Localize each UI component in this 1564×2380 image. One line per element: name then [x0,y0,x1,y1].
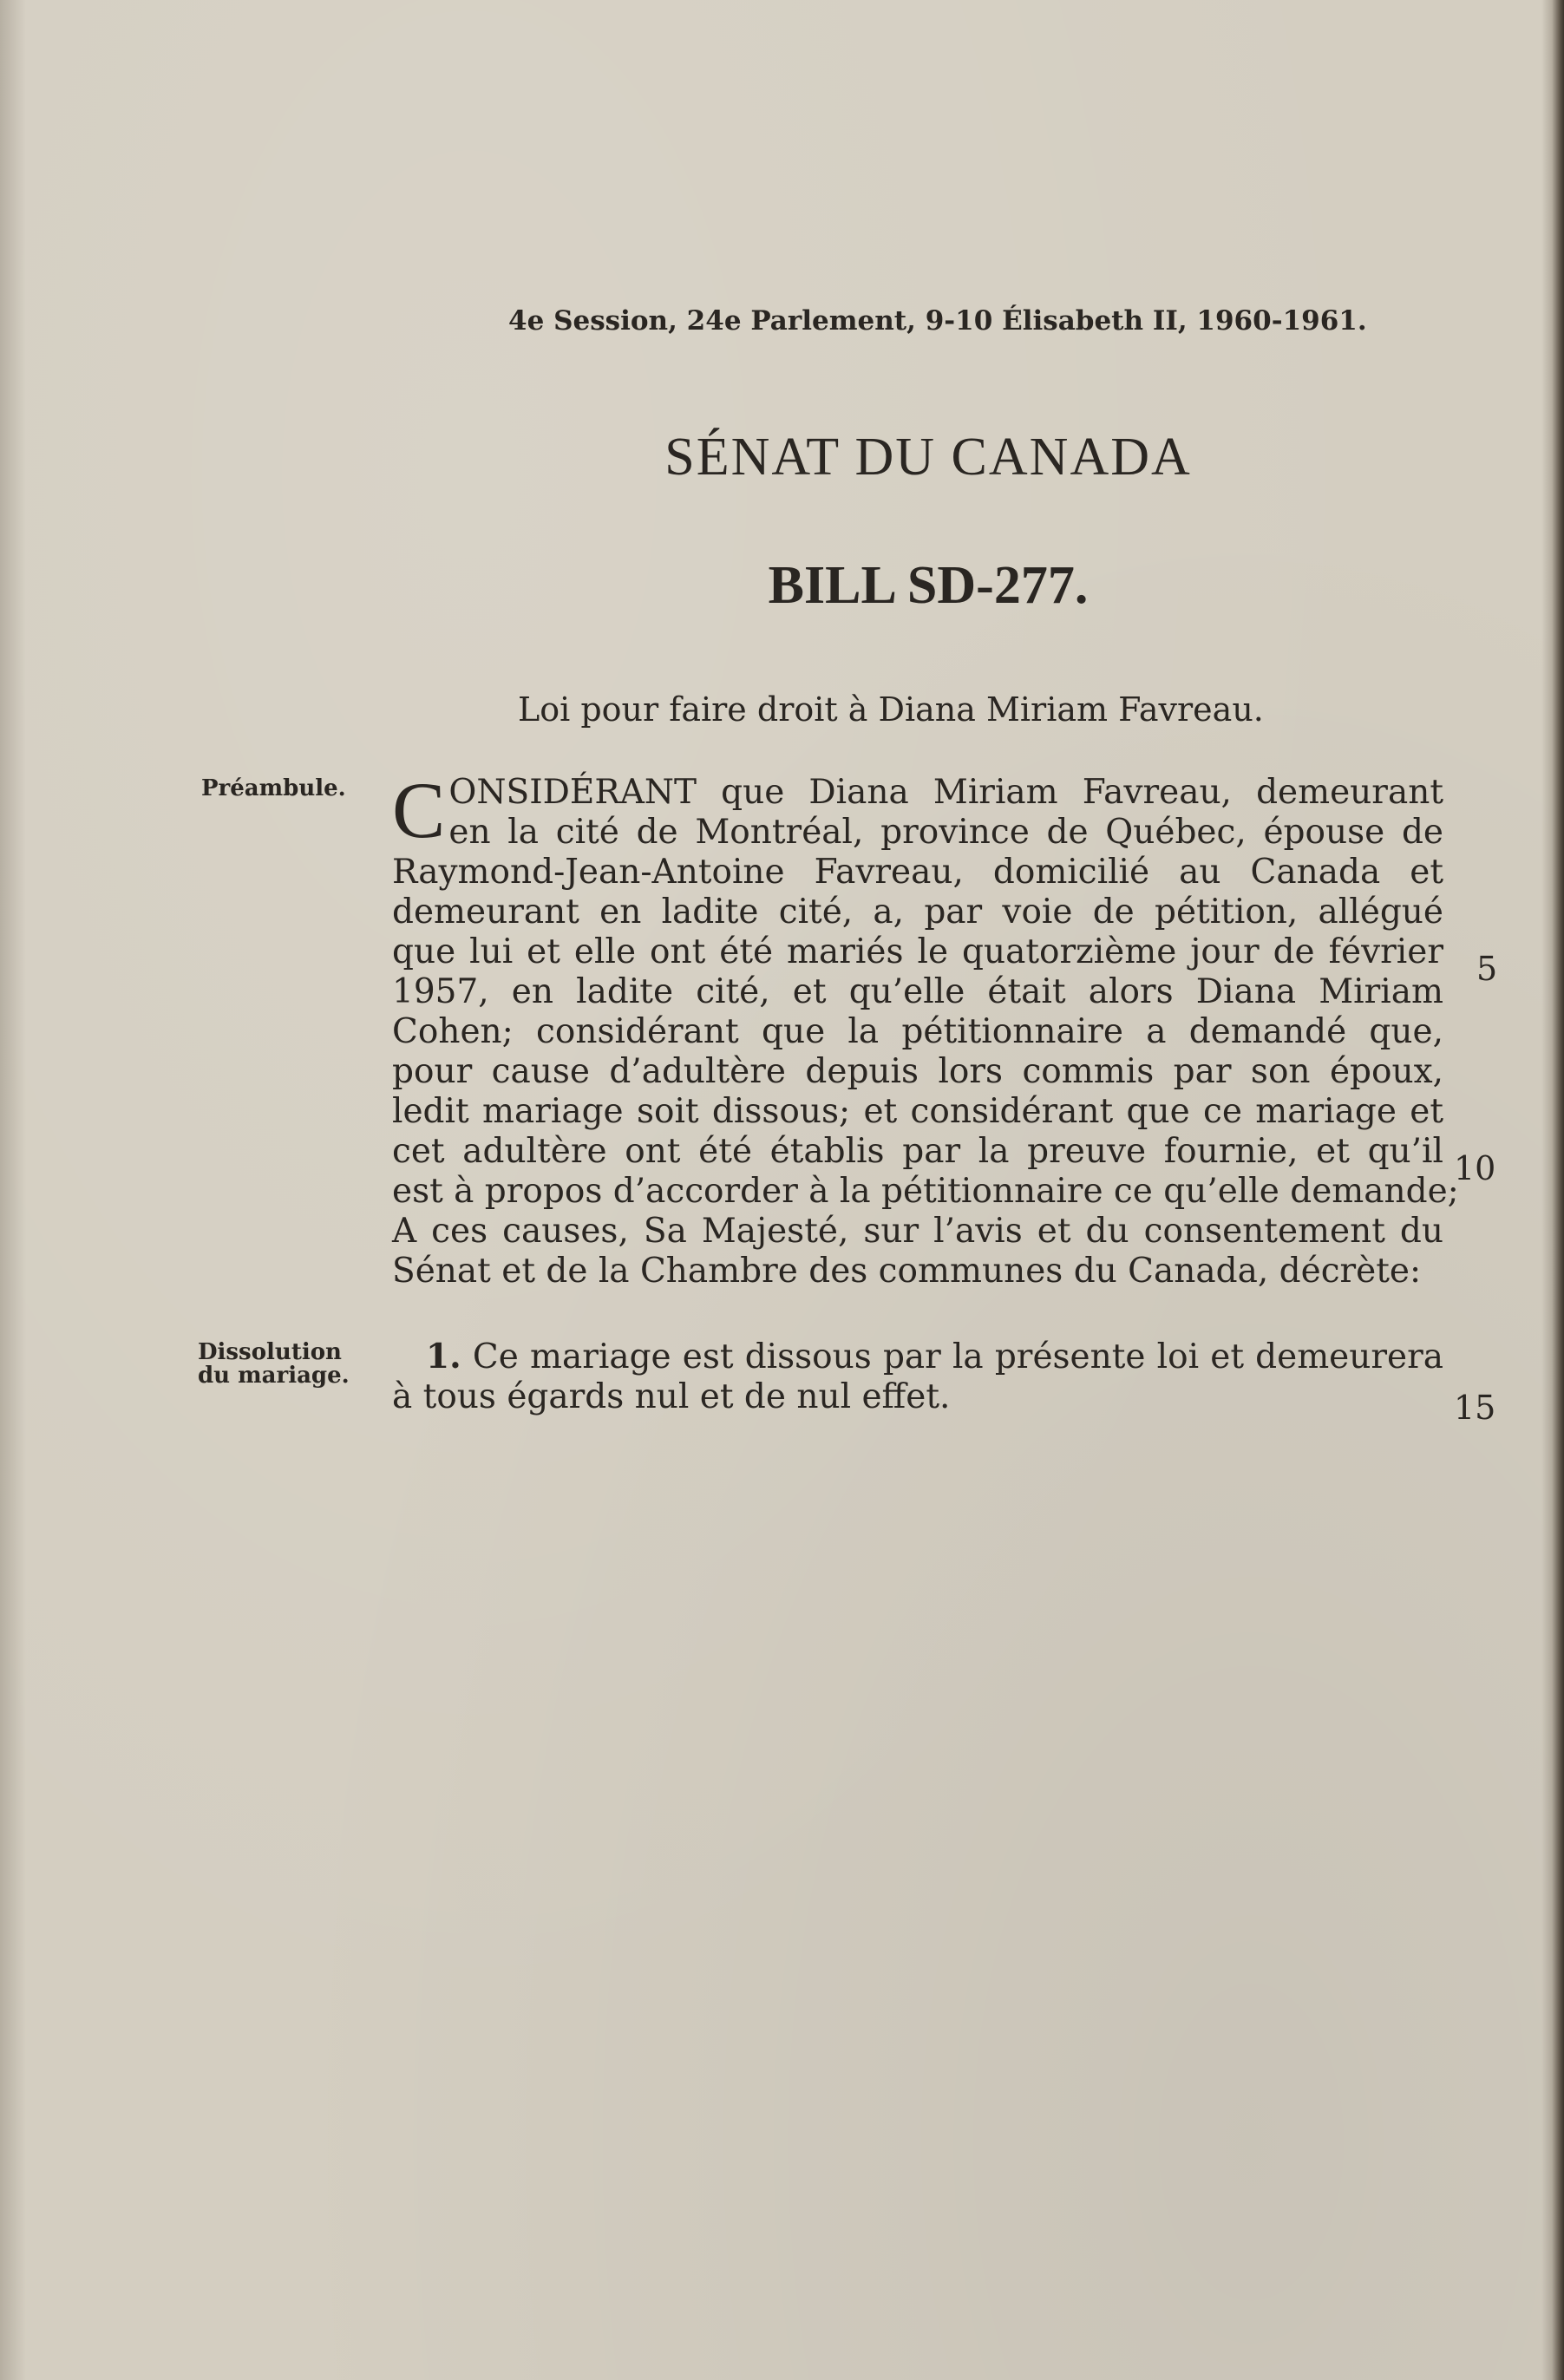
chamber-title: SÉNAT DU CANADA [664,428,1192,487]
preamble-text [392,766,1459,1291]
bill-short-title: Loi pour faire droit à Diana Miriam Favreau. [518,690,1264,729]
clause-1-line1-text: Ce mariage est dissous par la présente loi et demeurera [472,1337,1443,1376]
page-right-edge [1541,0,1564,2380]
margin-note-dissolution [198,1341,350,1388]
preamble-line: demeurant en ladite cité, a, par voie de pétition, allégué [392,892,1443,932]
margin-note-preamble: Préambule. [201,775,346,801]
preamble-line: ONSIDÉRANT que Diana Miriam Favreau, demeurant [448,773,1443,812]
line-number-5: 5 [1476,950,1498,988]
preamble-line: ledit mariage soit dissous; et considérant que ce mariage et [392,1092,1443,1131]
margin-note-dissolution-line1: Dissolution [198,1339,342,1365]
preamble-line: est à propos d’accorder à la pétitionnaire ce qu’elle demande; [392,1172,1459,1211]
clause-1-line: à tous égards nul et de nul effet. [392,1377,951,1416]
clause-1-line [392,1337,1443,1377]
preamble-line: cet adultère ont été établis par la preuve fournie, et qu’il [392,1132,1443,1171]
preamble-line: Cohen; considérant que la pétitionnaire a demandé que, [392,1012,1443,1051]
preamble-line: Sénat et de la Chambre des communes du Canada, décrète: [392,1252,1422,1291]
preamble-drop-cap: C [392,766,446,854]
preamble-line: 1957, en ladite cité, et qu’elle était alors Diana Miriam [392,972,1443,1011]
session-header: 4e Session, 24e Parlement, 9-10 Élisabeth II, 1960-1961. [508,305,1367,337]
line-number-10: 10 [1454,1149,1496,1187]
preamble-line: Raymond-Jean-Antoine Favreau, domicilié au Canada et [392,853,1443,892]
line-number-15: 15 [1454,1389,1496,1427]
preamble-line: pour cause d’adultère depuis lors commis par son époux, [392,1052,1443,1091]
clause-1-number: 1. [426,1337,461,1376]
preamble-line: en la cité de Montréal, province de Québec, épouse de [448,813,1443,852]
clause-1 [392,1337,1443,1417]
page-left-shadow [0,0,26,2380]
preamble-line: que lui et elle ont été mariés le quatorzième jour de février [392,932,1443,971]
preamble-paragraph [392,766,1459,1291]
bill-number: BILL SD-277. [768,556,1089,615]
preamble-line: A ces causes, Sa Majesté, sur l’avis et du consentement du [392,1212,1443,1251]
margin-note-dissolution-line2: du mariage. [198,1363,350,1389]
